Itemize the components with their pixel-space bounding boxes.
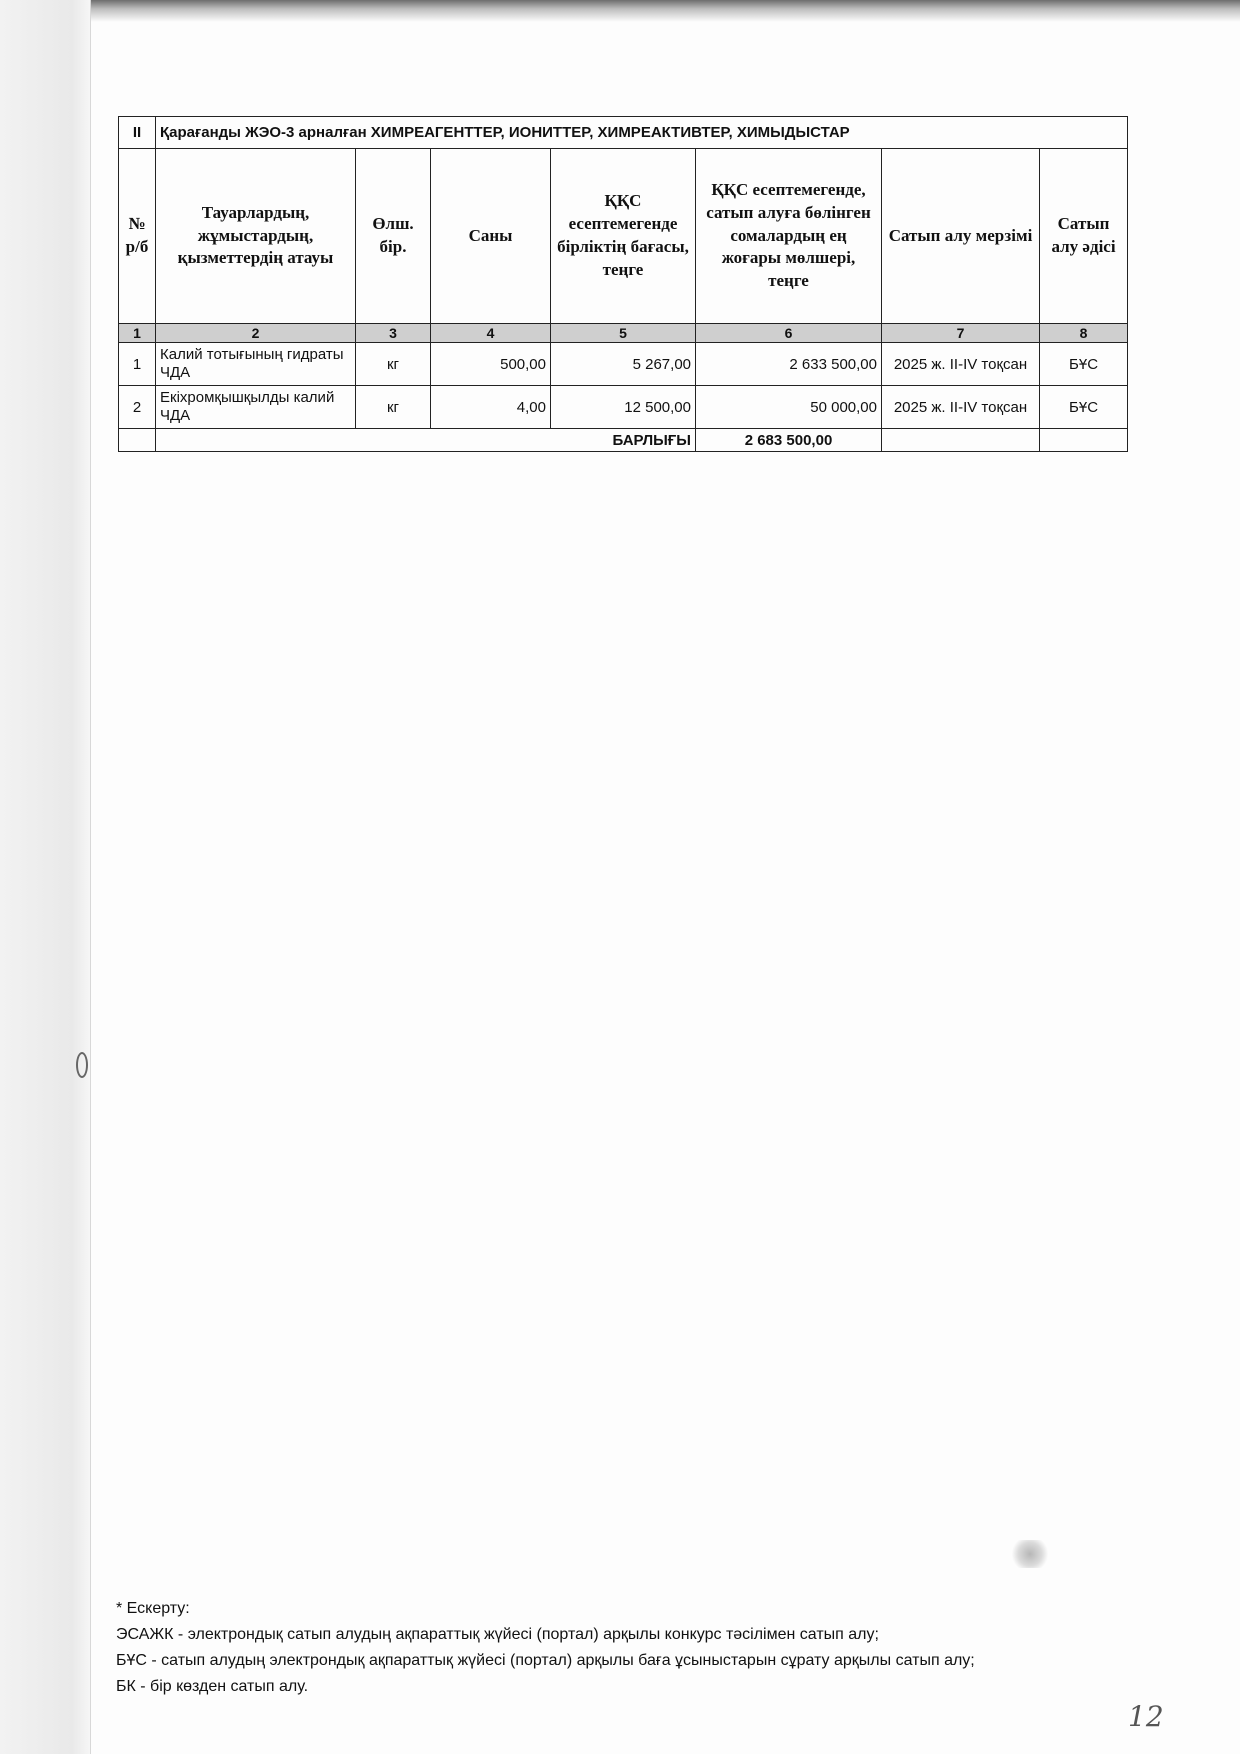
row-period: 2025 ж. II-IV тоқсан <box>882 343 1040 386</box>
procurement-table <box>118 116 1128 452</box>
row-name: Калий тотығының гидраты ЧДА <box>156 343 356 386</box>
column-number: 4 <box>431 324 551 343</box>
row-qty: 500,00 <box>431 343 551 386</box>
note-line: БК - бір көзден сатып алу. <box>116 1678 309 1695</box>
footnotes <box>116 1596 1116 1700</box>
row-unit: кг <box>356 343 431 386</box>
ink-smudge <box>1008 1540 1052 1568</box>
binder-hole-mark <box>76 1052 88 1078</box>
scan-top-shadow <box>80 0 1240 22</box>
note-line: ЭСАЖК - электрондық сатып алудың ақпараттық жүйесі (портал) арқылы конкурс тәсілімен сатып алу; <box>116 1626 879 1643</box>
notes-title: * Ескерту: <box>116 1600 190 1617</box>
row-price: 12 500,00 <box>551 386 696 429</box>
column-number-row <box>119 324 1128 343</box>
header-num: № р/б <box>119 149 156 324</box>
row-num: 2 <box>119 386 156 429</box>
row-price: 5 267,00 <box>551 343 696 386</box>
header-name: Тауарлардың, жұмыстардың, қызметтердің атауы <box>156 149 356 324</box>
binding-edge <box>0 0 91 1754</box>
column-number: 8 <box>1040 324 1128 343</box>
page-number: 12 <box>1128 1700 1164 1733</box>
total-empty-cell <box>119 429 156 452</box>
column-number: 6 <box>696 324 882 343</box>
row-name: Екіхромқышқылды калий ЧДА <box>156 386 356 429</box>
header-method: Сатып алу әдісі <box>1040 149 1128 324</box>
row-method: БҰС <box>1040 343 1128 386</box>
table-row <box>119 343 1128 386</box>
row-num: 1 <box>119 343 156 386</box>
header-unit: Өлш. бір. <box>356 149 431 324</box>
row-amount: 50 000,00 <box>696 386 882 429</box>
row-period: 2025 ж. II-IV тоқсан <box>882 386 1040 429</box>
row-amount: 2 633 500,00 <box>696 343 882 386</box>
row-unit: кг <box>356 386 431 429</box>
section-row <box>119 117 1128 149</box>
total-value: 2 683 500,00 <box>696 429 882 452</box>
total-empty-cell <box>882 429 1040 452</box>
header-price: ҚҚС есептемегенде бірліктің бағасы, теңге <box>551 149 696 324</box>
column-number: 3 <box>356 324 431 343</box>
table-row <box>119 386 1128 429</box>
column-number: 5 <box>551 324 696 343</box>
total-row <box>119 429 1128 452</box>
column-number: 7 <box>882 324 1040 343</box>
note-line: БҰС - сатып алудың электрондық ақпараттық жүйесі (портал) арқылы баға ұсыныстарын сұрату арқылы сатып алу; <box>116 1652 975 1669</box>
row-qty: 4,00 <box>431 386 551 429</box>
column-number: 1 <box>119 324 156 343</box>
header-qty: Саны <box>431 149 551 324</box>
section-number: II <box>119 117 156 149</box>
row-method: БҰС <box>1040 386 1128 429</box>
column-number: 2 <box>156 324 356 343</box>
total-label: БАРЛЫҒЫ <box>156 429 696 452</box>
header-period: Сатып алу мерзімі <box>882 149 1040 324</box>
header-row <box>119 149 1128 324</box>
section-title: Қарағанды ЖЭО-3 арналған ХИМРЕАГЕНТТЕР, ИОНИТТЕР, ХИМРЕАКТИВТЕР, ХИМЫДЫСТАР <box>156 117 1128 149</box>
header-amount: ҚҚС есептемегенде, сатып алуға бөлінген сомалардың ең жоғары мөлшері, теңге <box>696 149 882 324</box>
total-empty-cell <box>1040 429 1128 452</box>
